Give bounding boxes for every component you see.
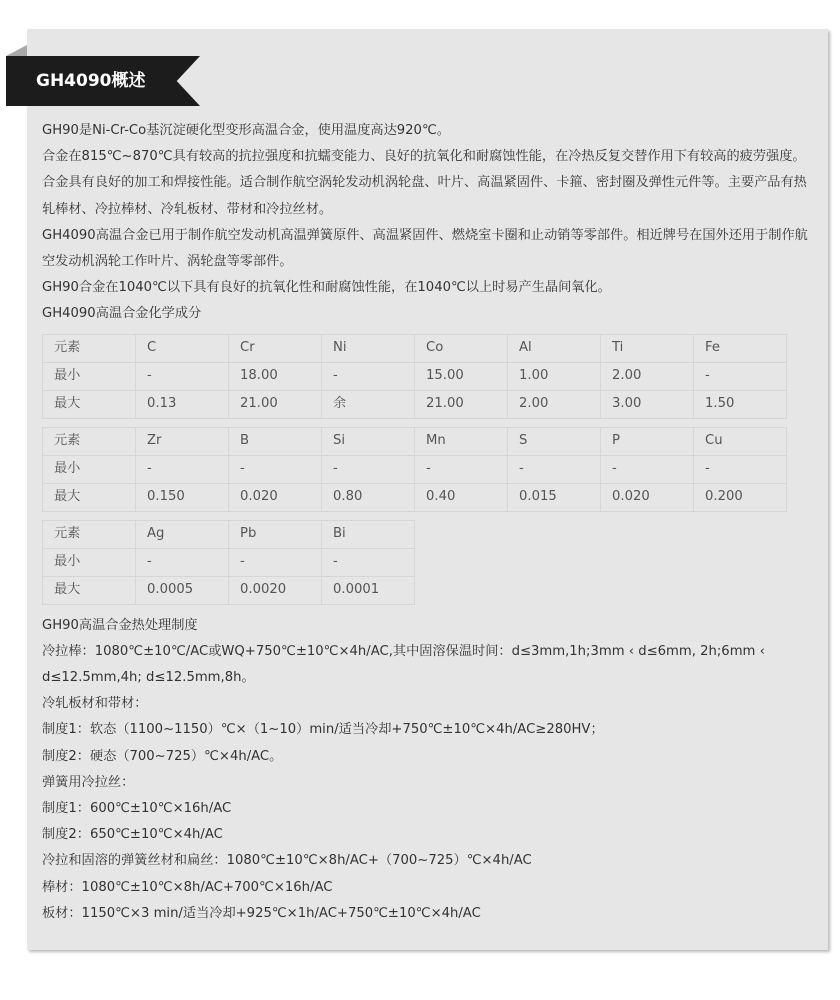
- composition-heading: GH4090高温合金化学成分: [42, 306, 202, 322]
- table-cell: C: [136, 334, 229, 362]
- table-row: [43, 576, 415, 604]
- table-cell: Cr: [229, 334, 322, 362]
- table-cell: -: [694, 455, 787, 483]
- table-cell: Co: [415, 334, 508, 362]
- composition-table-3: [42, 520, 415, 605]
- table-cell: 0.020: [601, 483, 694, 511]
- intro-paragraph-1: GH90是Ni-Cr-Co基沉淀硬化型变形高温合金，使用温度高达920℃。: [42, 123, 450, 138]
- intro-paragraph-4: GH90合金在1040℃以下具有良好的抗氧化性和耐腐蚀性能，在1040℃以上时易产生晶间氧化。: [42, 280, 611, 296]
- table-row: [43, 483, 787, 511]
- table-row: [43, 334, 787, 362]
- table-cell: -: [229, 548, 322, 576]
- table-cell: 元素: [43, 334, 136, 362]
- table-cell: 21.00: [229, 390, 322, 418]
- heat-treatment-line: 冷轧板材和带材：: [42, 696, 148, 712]
- table-cell: -: [229, 455, 322, 483]
- heat-treatment-line: 棒材：1080℃±10℃×8h/AC+700℃×16h/AC: [42, 879, 333, 895]
- table-cell: Bi: [322, 520, 415, 548]
- table-cell: 15.00: [415, 362, 508, 390]
- table-cell: 0.80: [322, 483, 415, 511]
- table-cell: 2.00: [508, 390, 601, 418]
- table-cell: 最大: [43, 483, 136, 511]
- table-cell: B: [229, 427, 322, 455]
- table-cell: 21.00: [415, 390, 508, 418]
- heat-treatment-line: 冷拉棒：1080℃±10℃/AC或WQ+750℃±10℃×4h/AC,其中固溶保温时间：d≤3mm,1h;3mm ‹ d≤6mm, 2h;6mm ‹ d≤12.5mm,4h; d≤12.5mm,8h。: [42, 643, 765, 686]
- table-cell: 余: [322, 390, 415, 418]
- table-cell: 0.13: [136, 390, 229, 418]
- table-cell: -: [415, 455, 508, 483]
- table-row: [43, 390, 787, 418]
- table-cell: Fe: [694, 334, 787, 362]
- table-cell: -: [136, 548, 229, 576]
- heat-treatment-line: 板材：1150℃×3 min/适当冷却+925℃×1h/AC+750℃±10℃×4h/AC: [42, 905, 481, 921]
- table-cell: 0.0005: [136, 576, 229, 604]
- table-cell: 最小: [43, 548, 136, 576]
- table-cell: P: [601, 427, 694, 455]
- table-cell: -: [601, 455, 694, 483]
- intro-paragraph-3: GH4090高温合金已用于制作航空发动机高温弹簧原件、高温紧固件、燃烧室卡圈和止动销等零部件。相近牌号在国外还用于制作航空发动机涡轮工作叶片、涡轮盘等零部件。: [42, 227, 808, 270]
- table-cell: Zr: [136, 427, 229, 455]
- table-cell: 最大: [43, 390, 136, 418]
- heat-treatment-line: 冷拉和固溶的弹簧丝材和扁丝：1080℃±10℃×8h/AC+（700~725）℃×4h/AC: [42, 853, 532, 869]
- table-cell: 元素: [43, 520, 136, 548]
- table-cell: 0.40: [415, 483, 508, 511]
- table-cell: Al: [508, 334, 601, 362]
- table-cell: 最小: [43, 362, 136, 390]
- table-cell: 0.150: [136, 483, 229, 511]
- table-cell: 0.0020: [229, 576, 322, 604]
- table-cell: 最小: [43, 455, 136, 483]
- table-row: [43, 427, 787, 455]
- table-cell: -: [508, 455, 601, 483]
- heat-treatment-heading: GH90高温合金热处理制度: [42, 617, 198, 633]
- intro-paragraph-2: 合金在815℃~870℃具有较高的抗拉强度和抗蠕变能力、良好的抗氧化和耐腐蚀性能，在冷热反复交替作用下有较高的疲劳强度。合金具有良好的加工和焊接性能。适合制作航空涡轮发动机涡轮盘、叶片、高温紧固件、卡箍、密封圈及弹性元件等。主要产品有热轧棒材、冷拉棒材、冷轧板材、带材和冷拉丝材。: [42, 149, 807, 217]
- table-cell: 0.020: [229, 483, 322, 511]
- table-cell: -: [322, 455, 415, 483]
- table-cell: Ag: [136, 520, 229, 548]
- table-cell: S: [508, 427, 601, 455]
- table-cell: 0.015: [508, 483, 601, 511]
- table-cell: 2.00: [601, 362, 694, 390]
- table-cell: 0.0001: [322, 576, 415, 604]
- table-row: [43, 362, 787, 390]
- composition-table-2: [42, 427, 787, 512]
- heat-treatment-line: 制度2：650℃±10℃×4h/AC: [42, 827, 223, 843]
- table-cell: 0.200: [694, 483, 787, 511]
- ribbon-fold: [6, 45, 27, 56]
- table-cell: Pb: [229, 520, 322, 548]
- table-row: [43, 455, 787, 483]
- table-cell: Mn: [415, 427, 508, 455]
- heat-treatment-line: 制度2：硬态（700~725）℃×4h/AC。: [42, 748, 283, 764]
- heat-treatment-line: 制度1：软态（1100~1150）℃×（1~10）min/适当冷却+750℃±10℃×4h/AC≥280HV；: [42, 722, 604, 738]
- table-cell: 最大: [43, 576, 136, 604]
- table-row: [43, 520, 415, 548]
- table-cell: 1.50: [694, 390, 787, 418]
- table-cell: Ni: [322, 334, 415, 362]
- table-cell: Si: [322, 427, 415, 455]
- table-cell: -: [136, 362, 229, 390]
- table-cell: Cu: [694, 427, 787, 455]
- table-cell: 元素: [43, 427, 136, 455]
- section-title: GH4090概述: [36, 71, 146, 91]
- table-row: [43, 548, 415, 576]
- table-cell: 18.00: [229, 362, 322, 390]
- table-cell: 1.00: [508, 362, 601, 390]
- table-cell: -: [322, 362, 415, 390]
- composition-tables: [42, 334, 818, 605]
- table-cell: -: [322, 548, 415, 576]
- article-body: [42, 118, 818, 927]
- table-cell: -: [136, 455, 229, 483]
- heat-treatment-line: 弹簧用冷拉丝：: [42, 774, 135, 790]
- heat-treatment-line: 制度1：600℃±10℃×16h/AC: [42, 801, 232, 817]
- table-cell: -: [694, 362, 787, 390]
- composition-table-1: [42, 334, 787, 419]
- table-cell: Ti: [601, 334, 694, 362]
- table-cell: 3.00: [601, 390, 694, 418]
